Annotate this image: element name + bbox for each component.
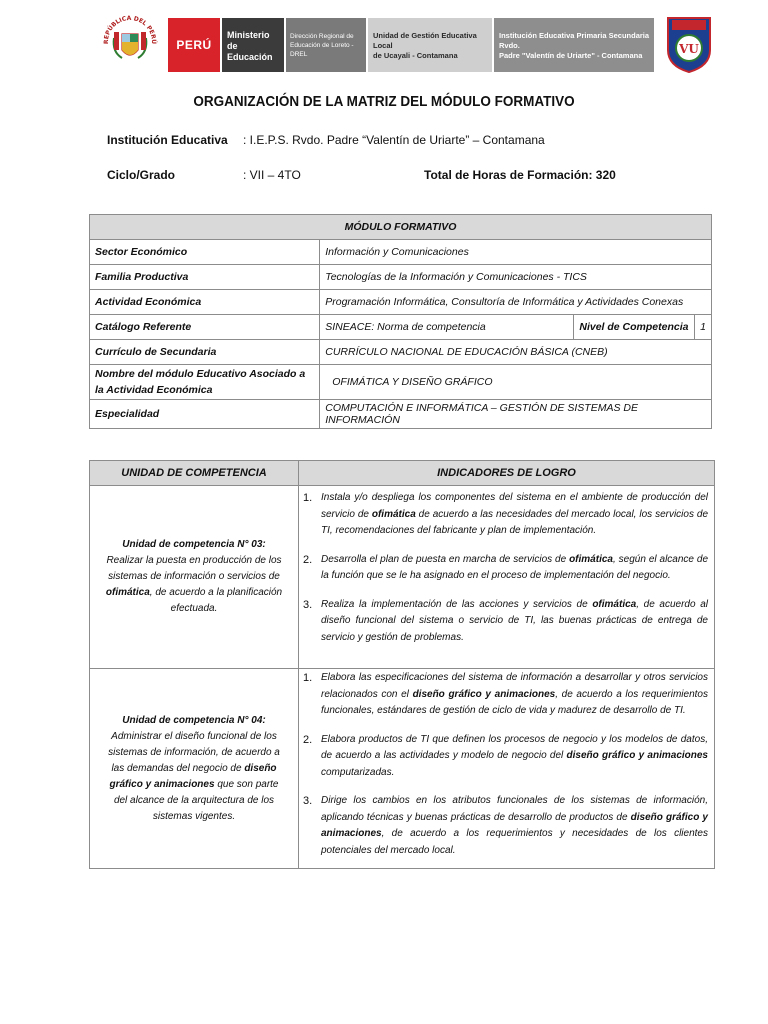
u3-i2-a: Desarrolla el plan de puesta en marcha de servicios de [321, 553, 570, 565]
school-line-1: Institución Educativa Primaria Secundaria Rvdo. [499, 31, 650, 50]
family-value: Tecnologías de la Información y Comunicaciones - TICS [320, 265, 712, 290]
u3-i2-b: ofimática [569, 553, 613, 565]
u3-i1-a: Instala y/o despliega los componentes del sistema en el ambiente de producción del servicio de [321, 492, 708, 520]
u4-i3-b: diseño gráfico y animaciones [321, 811, 708, 839]
competency-table [89, 460, 715, 869]
level-key: Nivel de Competencia [574, 315, 695, 340]
unit-3-title: Unidad de competencia N° 03: [122, 539, 266, 550]
list-item [303, 732, 708, 782]
table-row [90, 315, 712, 340]
item-number: 3. [303, 598, 313, 611]
competency-unit-3 [90, 486, 299, 669]
minedu-line-2: de Educación [227, 41, 273, 62]
table-row [90, 290, 712, 315]
school-box [494, 18, 654, 72]
unit-4-indicators [299, 669, 715, 869]
ugel-line-1: Unidad de Gestión Educativa Local [373, 31, 477, 50]
unit-4-desc-b: diseño gráfico y animaciones [109, 762, 277, 790]
unit-3-desc-c: , de acuerdo a la planificación efectuada. [149, 587, 283, 614]
ugel-line-2: de Ucayali - Contamana [373, 51, 458, 60]
u4-i2-c: computarizadas. [321, 766, 395, 778]
module-name-key: Nombre del módulo Educativo Asociado a la Actividad Económica [90, 365, 320, 400]
u4-i3-a: Dirige los cambios en los atributos funcionales de los sistemas de información, aplicando técnicas y buenas prácticas de desarrollo de productos de [321, 795, 708, 823]
unit-4-desc-a: Administrar el diseño funcional de los sistemas de información, de acuerdo a las demandas del negocio de [108, 730, 280, 774]
svg-text:REPÚBLICA DEL PERÚ: REPÚBLICA DEL PERÚ [102, 14, 158, 45]
cycle-label: Ciclo/Grado [107, 168, 176, 182]
sector-key: Sector Económico [90, 240, 320, 265]
unit-3-desc-b: ofimática [105, 587, 150, 598]
indicators-header: INDICADORES DE LOGRO [299, 461, 715, 486]
peru-brand-box [168, 18, 220, 72]
sector-value: Información y Comunicaciones [320, 240, 712, 265]
u4-i2-b: diseño gráfico y animaciones [566, 750, 708, 761]
u4-i2-a: Elabora productos de TI que definen los procesos de negocio y los modelos de datos, de acuerdo a las actividades y modelo de negocio del [321, 733, 708, 761]
table-row [90, 486, 715, 669]
table-row [90, 240, 712, 265]
total-hours: Total de Horas de Formación: 320 [424, 168, 616, 182]
competency-unit-4 [90, 669, 299, 869]
module-name-value: OFIMÁTICA Y DISEÑO GRÁFICO [320, 365, 712, 400]
drel-line-1: Dirección Regional de [290, 33, 354, 40]
list-item [303, 670, 708, 720]
table-row [90, 265, 712, 290]
unit-3-desc-a: Realizar la puesta en producción de los sistemas de información o servicios de [106, 555, 282, 582]
curriculum-key: Currículo de Secundaria [90, 340, 320, 365]
item-number: 1. [303, 672, 313, 684]
level-value: 1 [695, 315, 712, 340]
curriculum-value: CURRÍCULO NACIONAL DE EDUCACIÓN BÁSICA (CNEB) [320, 340, 712, 365]
peru-coat-of-arms-logo [100, 12, 160, 72]
svg-text:VU: VU [679, 42, 699, 56]
u3-i1-b: ofimática [371, 508, 416, 520]
u3-i3-a: Realiza la implementación de las acciones y servicios de [321, 598, 593, 610]
drel-box [286, 18, 366, 72]
catalog-key: Catálogo Referente [90, 315, 320, 340]
module-table [89, 214, 712, 429]
u3-i3-c: , de acuerdo al diseño funcional del sistema o servicio de TI, las buenas prácticas de entrega de servicio y gestión de problemas. [321, 598, 708, 643]
module-table-header: MÓDULO FORMATIVO [90, 215, 712, 240]
unit-4-desc-c: que son parte del alcance de la arquitectura de los sistemas vigentes. [113, 778, 279, 822]
table-row [90, 669, 715, 869]
u3-i3-b: ofimática [592, 598, 637, 610]
drel-line-2: Educación de Loreto - DREL [290, 42, 354, 58]
table-row [90, 340, 712, 365]
institution-value: : I.E.P.S. Rvdo. Padre “Valentín de Uriarte” – Contamana [243, 133, 545, 147]
list-item [303, 490, 709, 540]
cycle-value: : VII – 4TO [243, 168, 301, 182]
u4-i1-c: , de acuerdo a los requerimientos funcionales, estándares de gestión de ciclo de vida y madurez de desarrollo de TI. [321, 688, 708, 716]
specialty-value: COMPUTACIÓN E INFORMÁTICA – GESTIÓN DE SISTEMAS DE INFORMACIÓN [320, 400, 712, 429]
u4-i1-a: Elabora las especificaciones del sistema de información a desarrollar y otros servicios relacionados con el [321, 672, 708, 700]
unit-3-indicators [299, 486, 715, 669]
u4-i1-b: diseño gráfico y animaciones [412, 688, 556, 700]
document-title: ORGANIZACIÓN DE LA MATRIZ DEL MÓDULO FORMATIVO [193, 93, 575, 110]
table-row [90, 400, 712, 429]
table-row [90, 365, 712, 400]
item-number: 1. [303, 492, 313, 504]
activity-key: Actividad Económica [90, 290, 320, 315]
unit-4-title: Unidad de competencia N° 04: [122, 714, 266, 726]
list-item [303, 793, 708, 859]
u4-i3-c: , de acuerdo a los requerimientos y necesidades de los clientes potenciales del mercado local. [321, 828, 708, 856]
item-number: 3. [303, 795, 313, 807]
item-number: 2. [303, 733, 313, 746]
list-item [303, 597, 708, 647]
specialty-key: Especialidad [90, 400, 320, 429]
family-key: Familia Productiva [90, 265, 320, 290]
activity-value: Programación Informática, Consultoría de Informática y Actividades Conexas [320, 290, 712, 315]
catalog-value: SINEACE: Norma de competencia [320, 315, 574, 340]
ugel-box [368, 18, 492, 72]
institution-label: Institución Educativa [107, 133, 228, 147]
peru-label: PERÚ [176, 38, 212, 52]
item-number: 2. [303, 553, 313, 566]
competency-table-header-row [90, 461, 715, 486]
school-emblem-logo [664, 12, 714, 74]
school-line-2: Padre "Valentín de Uriarte" - Contamana [499, 51, 643, 60]
u3-i1-c: de acuerdo a las necesidades del mercado local, los servicios de TI, recomendaciones del fabricante y plan de implementación. [321, 508, 709, 536]
module-table-header-row [90, 215, 712, 240]
competency-unit-header: UNIDAD DE COMPETENCIA [90, 461, 299, 486]
u3-i2-c: , según el alcance de la función que se le ha asignado en el proceso de implementación del negocio. [321, 553, 709, 581]
minedu-box [222, 18, 284, 72]
list-item [303, 552, 709, 585]
minedu-line-1: Ministerio [227, 30, 270, 40]
